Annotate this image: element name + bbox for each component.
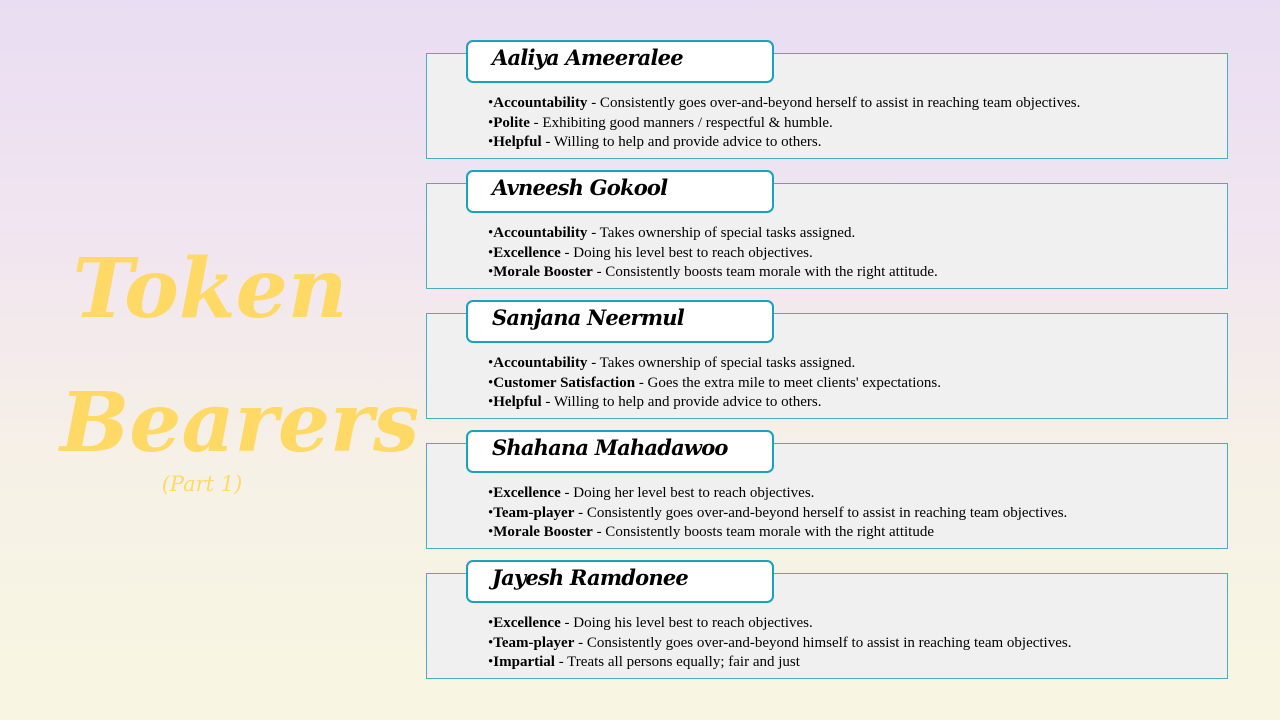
trait-label: Helpful <box>493 134 542 151</box>
trait-description: - Consistently goes over-and-beyond herself to assist in reaching team objectives. <box>587 95 1081 111</box>
bullet-icon: • <box>488 355 494 371</box>
trait-description: - Doing his level best to reach objectives. <box>560 615 813 631</box>
trait-label: Accountability <box>493 225 588 241</box>
bullet-icon: • <box>488 225 494 241</box>
trait-item <box>488 244 938 264</box>
member-card <box>426 430 1230 541</box>
bullet-icon: • <box>488 504 494 521</box>
slide-title <box>60 222 420 490</box>
trait-label: Morale Booster <box>493 524 593 541</box>
bullet-icon: • <box>488 634 494 651</box>
trait-label: Excellence <box>493 485 561 501</box>
trait-label: Excellence <box>493 615 561 631</box>
trait-label: Polite <box>493 114 530 131</box>
member-card <box>426 560 1230 671</box>
trait-item <box>488 224 938 244</box>
bullet-icon: • <box>488 134 494 151</box>
slide-subtitle: (Part 1) <box>161 472 243 496</box>
trait-description: - Goes the extra mile to meet clients' expectations. <box>635 374 941 391</box>
trait-item <box>488 94 1080 114</box>
bullet-icon: • <box>488 615 494 631</box>
trait-description: - Willing to help and provide advice to others. <box>541 394 822 411</box>
trait-label: Accountability <box>493 355 588 371</box>
trait-description: - Doing her level best to reach objectives. <box>560 485 815 501</box>
trait-description: - Consistently boosts team morale with the right attitude <box>592 524 935 541</box>
trait-item <box>488 393 941 413</box>
member-card <box>426 300 1230 411</box>
trait-item <box>488 114 1080 134</box>
member-name: Avneesh Gokool <box>466 170 774 213</box>
trait-list <box>488 94 1080 153</box>
trait-description: - Takes ownership of special tasks assigned. <box>587 225 856 241</box>
trait-label: Morale Booster <box>493 264 593 281</box>
trait-item <box>488 504 1067 524</box>
trait-label: Team-player <box>493 634 575 651</box>
trait-item <box>488 133 1080 153</box>
title-line-2: Bearers <box>60 375 420 471</box>
trait-list <box>488 614 1071 673</box>
bullet-icon: • <box>488 524 494 541</box>
trait-label: Excellence <box>493 244 561 261</box>
trait-item <box>488 653 1071 673</box>
trait-item <box>488 354 941 374</box>
member-card <box>426 170 1230 281</box>
trait-description: - Consistently goes over-and-beyond herself to assist in reaching team objectives. <box>574 504 1068 521</box>
trait-label: Team-player <box>493 504 575 521</box>
trait-list <box>488 224 938 283</box>
bullet-icon: • <box>488 374 494 391</box>
bullet-icon: • <box>488 95 494 111</box>
trait-description: - Willing to help and provide advice to others. <box>541 134 822 151</box>
trait-description: - Takes ownership of special tasks assigned. <box>587 355 856 371</box>
trait-item <box>488 374 941 394</box>
trait-item <box>488 523 1067 543</box>
trait-description: - Doing his level best to reach objectives. <box>560 244 813 261</box>
trait-description: - Treats all persons equally; fair and just <box>554 654 800 671</box>
trait-item <box>488 614 1071 634</box>
trait-item <box>488 634 1071 654</box>
title-line-1: Token <box>72 241 348 337</box>
trait-label: Helpful <box>493 394 542 411</box>
trait-description: - Consistently goes over-and-beyond himself to assist in reaching team objectives. <box>574 634 1072 651</box>
trait-item <box>488 263 938 283</box>
trait-description: - Consistently boosts team morale with the right attitude. <box>592 264 938 281</box>
trait-list <box>488 354 941 413</box>
trait-list <box>488 484 1067 543</box>
bullet-icon: • <box>488 264 494 281</box>
trait-label: Impartial <box>493 654 555 671</box>
trait-label: Customer Satisfaction <box>493 374 636 391</box>
member-name: Sanjana Neermul <box>466 300 774 343</box>
trait-item <box>488 484 1067 504</box>
trait-description: - Exhibiting good manners / respectful & humble. <box>529 114 833 131</box>
bullet-icon: • <box>488 654 494 671</box>
bullet-icon: • <box>488 485 494 501</box>
member-name: Aaliya Ameeralee <box>466 40 774 83</box>
trait-label: Accountability <box>493 95 588 111</box>
member-name: Jayesh Ramdonee <box>466 560 774 603</box>
member-name: Shahana Mahadawoo <box>466 430 774 473</box>
member-card <box>426 40 1230 151</box>
bullet-icon: • <box>488 114 494 131</box>
bullet-icon: • <box>488 244 494 261</box>
bullet-icon: • <box>488 394 494 411</box>
